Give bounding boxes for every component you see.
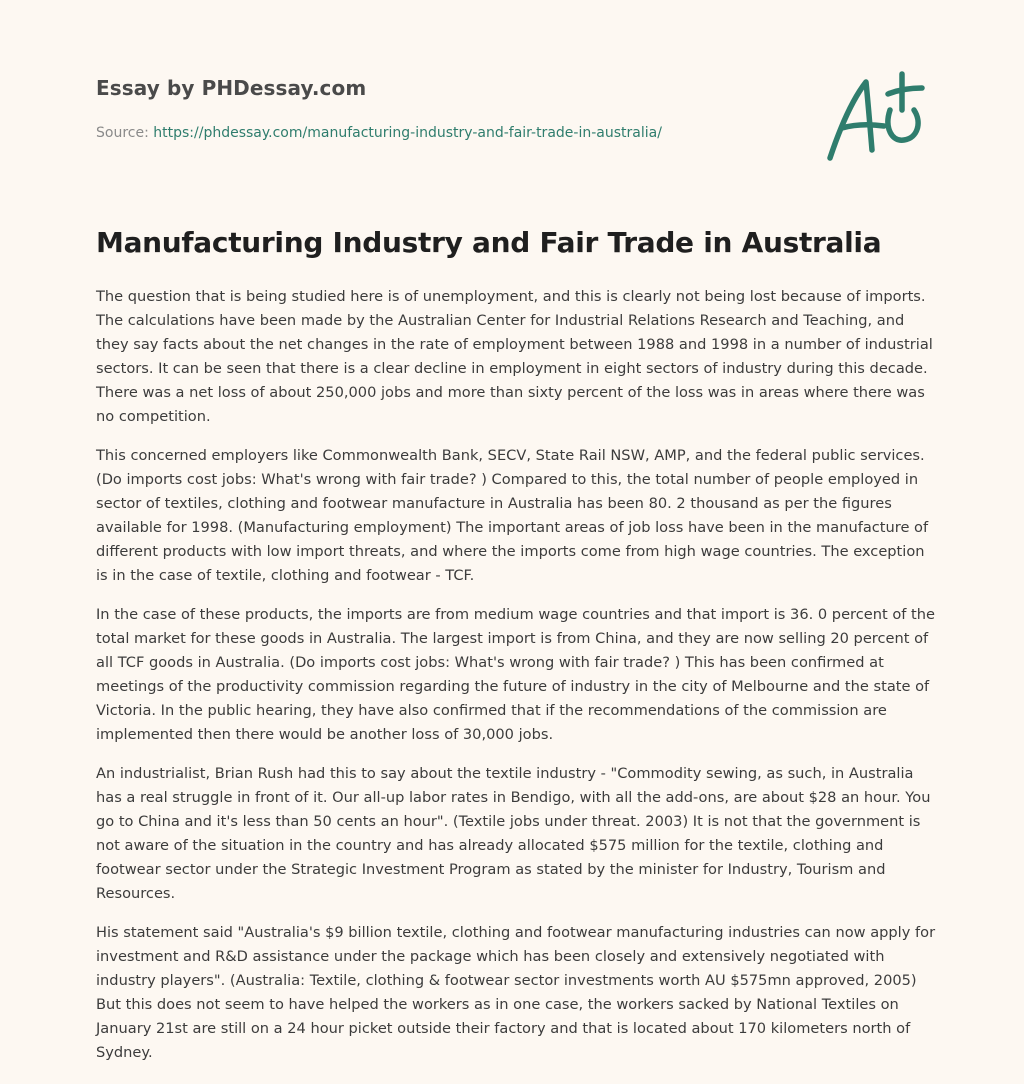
article-body: [96, 285, 938, 1080]
paragraph: The question that is being studied here is of unemployment, and this is clearly not being lost because of imports. The calculations have been made by the Australian Center for Industrial Relations Research and Teaching, and they say facts about the net changes in the rate of employment between 1988 and 1998 in a number of industrial sectors. It can be seen that there is a clear decline in employment in eight sectors of industry during this decade. There was a net loss of about 250,000 jobs and more than sixty percent of the loss was in areas where there was no competition.: [96, 288, 933, 425]
a-plus-logo-icon: [822, 66, 930, 166]
brand-title: Essay by PHDessay.com: [96, 76, 367, 100]
paragraph: In the case of these products, the imports are from medium wage countries and that import is 36. 0 percent of the total market for these goods in Australia. The largest import is from China, and they are now selling 20 percent of all TCF goods in Australia. (Do imports cost jobs: What's wrong with fair trade? ) This has been confirmed at meetings of the productivity commission regarding the future of industry in the city of Melbourne and the state of Victoria. In the public hearing, they have also confirmed that if the recommendations of the commission are implemented then there would be another loss of 30,000 jobs.: [96, 606, 935, 743]
paragraph: An industrialist, Brian Rush had this to say about the textile industry - "Commodity sewing, as such, in Australia has a real struggle in front of it. Our all-up labor rates in Bendigo, with all the add-ons, are about $28 an hour. You go to China and it's less than 50 cents an hour". (Textile jobs under threat. 2003) It is not that the government is not aware of the situation in the country and has already allocated $575 million for the textile, clothing and footwear sector under the Strategic Investment Program as stated by the minister for Industry, Tourism and Resources.: [96, 765, 931, 902]
source-label: Source:: [96, 125, 154, 141]
article-title: Manufacturing Industry and Fair Trade in Australia: [96, 226, 882, 259]
paragraph: His statement said "Australia's $9 billion textile, clothing and footwear manufacturing industries can now apply for investment and R&D assistance under the package which has been closely and extensively negotiated with industry players". (Australia: Textile, clothing & footwear sector investments worth AU $575mn approved, 2005) But this does not seem to have helped the workers as in one case, the workers sacked by National Textiles on January 21st are still on a 24 hour picket outside their factory and that is located about 170 kilometers north of Sydney.: [96, 924, 936, 1061]
paragraph: This concerned employers like Commonwealth Bank, SECV, State Rail NSW, AMP, and the federal public services. (Do imports cost jobs: What's wrong with fair trade? ) Compared to this, the total number of people employed in sector of textiles, clothing and footwear manufacture in Australia has been 80. 2 thousand as per the figures available for 1998. (Manufacturing employment) The important areas of job loss have been in the manufacture of different products with low import threats, and where the imports come from high wage countries. The exception is in the case of textile, clothing and footwear - TCF.: [96, 447, 929, 584]
source-link[interactable]: https://phdessay.com/manufacturing-industry-and-fair-trade-in-australia/: [153, 125, 662, 141]
source-line: [96, 125, 796, 141]
header: [96, 76, 796, 141]
